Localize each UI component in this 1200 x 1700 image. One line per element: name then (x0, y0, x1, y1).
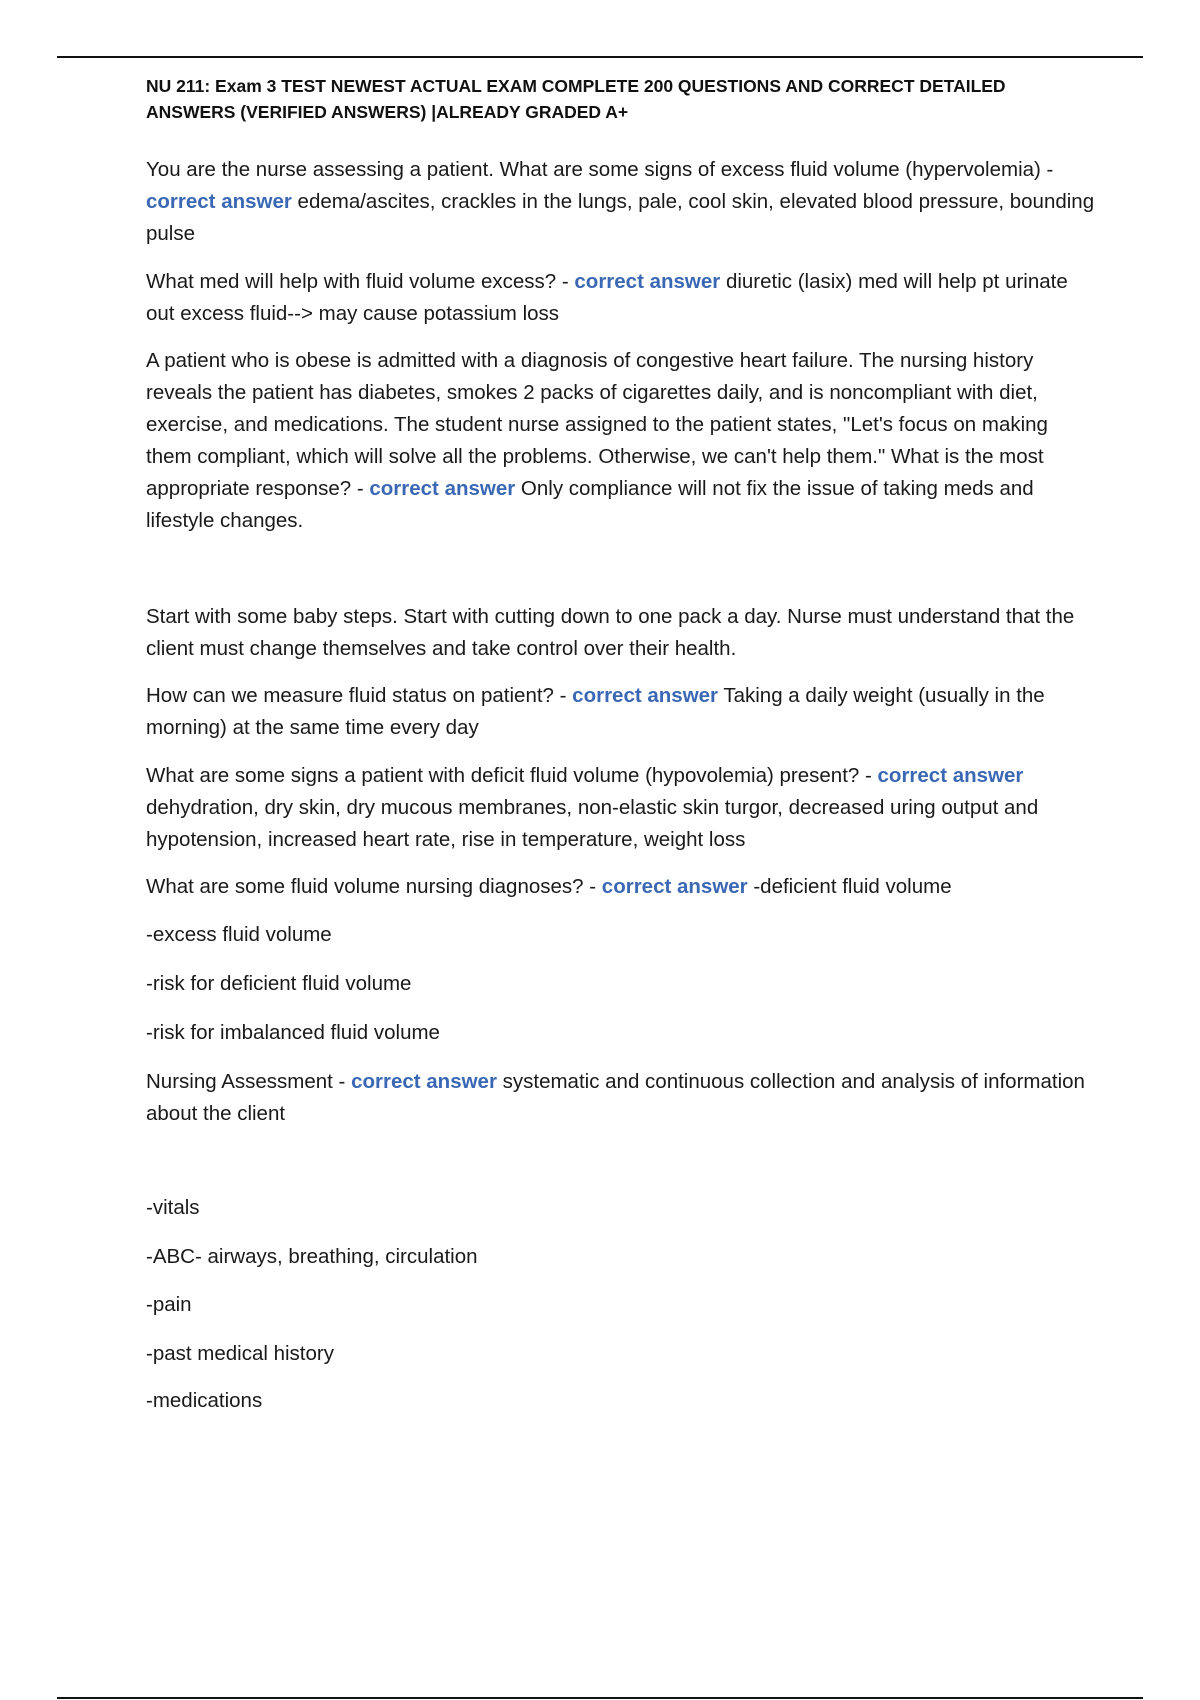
list-item: -risk for imbalanced fluid volume (146, 1021, 440, 1044)
question-text: What are some signs a patient with deficit fluid volume (hypovolemia) present? - (146, 764, 878, 787)
qa-item-5 (146, 760, 1096, 856)
qa-item-1 (146, 154, 1096, 250)
answer-text: diuretic (lasix) med will help pt urinate out excess fluid--> may cause potassium loss (146, 270, 1068, 325)
answer-label: correct answer (351, 1070, 497, 1093)
qa-item-4 (146, 680, 1096, 744)
answer-text: systematic and continuous collection and analysis of information about the client (146, 1070, 1085, 1125)
question-text: What are some fluid volume nursing diagnoses? - (146, 875, 602, 898)
list-item: -risk for deficient fluid volume (146, 972, 412, 995)
list-item: -ABC- airways, breathing, circulation (146, 1245, 478, 1268)
answer-label: correct answer (601, 875, 748, 898)
list-item: -excess fluid volume (146, 923, 332, 946)
list-item: -pain (146, 1293, 192, 1316)
qa-item-7 (146, 1066, 1096, 1130)
answer-text: dehydration, dry skin, dry mucous membranes, non-elastic skin turgor, decreased uring output and hypotension, increased heart rate, rise in temperature, weight loss (146, 796, 1039, 851)
bottom-rule (57, 1697, 1143, 1699)
answer-label: correct answer (146, 190, 292, 213)
question-text: What med will help with fluid volume excess? - (146, 270, 575, 293)
qa-item-3 (146, 345, 1096, 537)
question-text: How can we measure fluid status on patient? - (146, 684, 573, 707)
answer-text: edema/ascites, crackles in the lungs, pale, cool skin, elevated blood pressure, bounding pulse (146, 190, 1095, 245)
answer-label: correct answer (572, 684, 719, 707)
list-item: -past medical history (146, 1342, 334, 1365)
answer-text: Only compliance will not fix the issue of taking meds and lifestyle changes. (146, 477, 1034, 532)
answer-text: Taking a daily weight (usually in the morning) at the same time every day (146, 684, 1045, 739)
continuation-paragraph: Start with some baby steps. Start with cutting down to one pack a day. Nurse must understand that the client must change themselves and take control over their health. (146, 605, 1075, 660)
document-title: NU 211: Exam 3 TEST NEWEST ACTUAL EXAM COMPLETE 200 QUESTIONS AND CORRECT DETAILED ANSWERS (VERIFIED ANSWERS) |ALREADY GRADED A+ (146, 76, 1006, 122)
question-text: You are the nurse assessing a patient. What are some signs of excess fluid volume (hypervolemia) - (146, 158, 1054, 181)
question-text: Nursing Assessment - (146, 1070, 352, 1093)
question-text: A patient who is obese is admitted with a diagnosis of congestive heart failure. The nursing history reveals the patient has diabetes, smokes 2 packs of cigarettes daily, and is noncompliant with diet, exercise, and medications. The student nurse assigned to the patient states, "Let's focus on making them compliant, which will solve all the problems. Otherwise, we can't help them." What is the most appropriate response? - (146, 349, 1048, 500)
list-item: -vitals (146, 1196, 200, 1219)
list-item: -medications (146, 1389, 263, 1412)
top-rule (57, 56, 1143, 58)
qa-item-6 (146, 871, 1096, 903)
answer-text: -deficient fluid volume (747, 875, 952, 898)
qa-item-2 (146, 266, 1096, 330)
answer-label: correct answer (369, 477, 516, 500)
answer-label: correct answer (574, 270, 721, 293)
answer-label: correct answer (877, 764, 1024, 787)
